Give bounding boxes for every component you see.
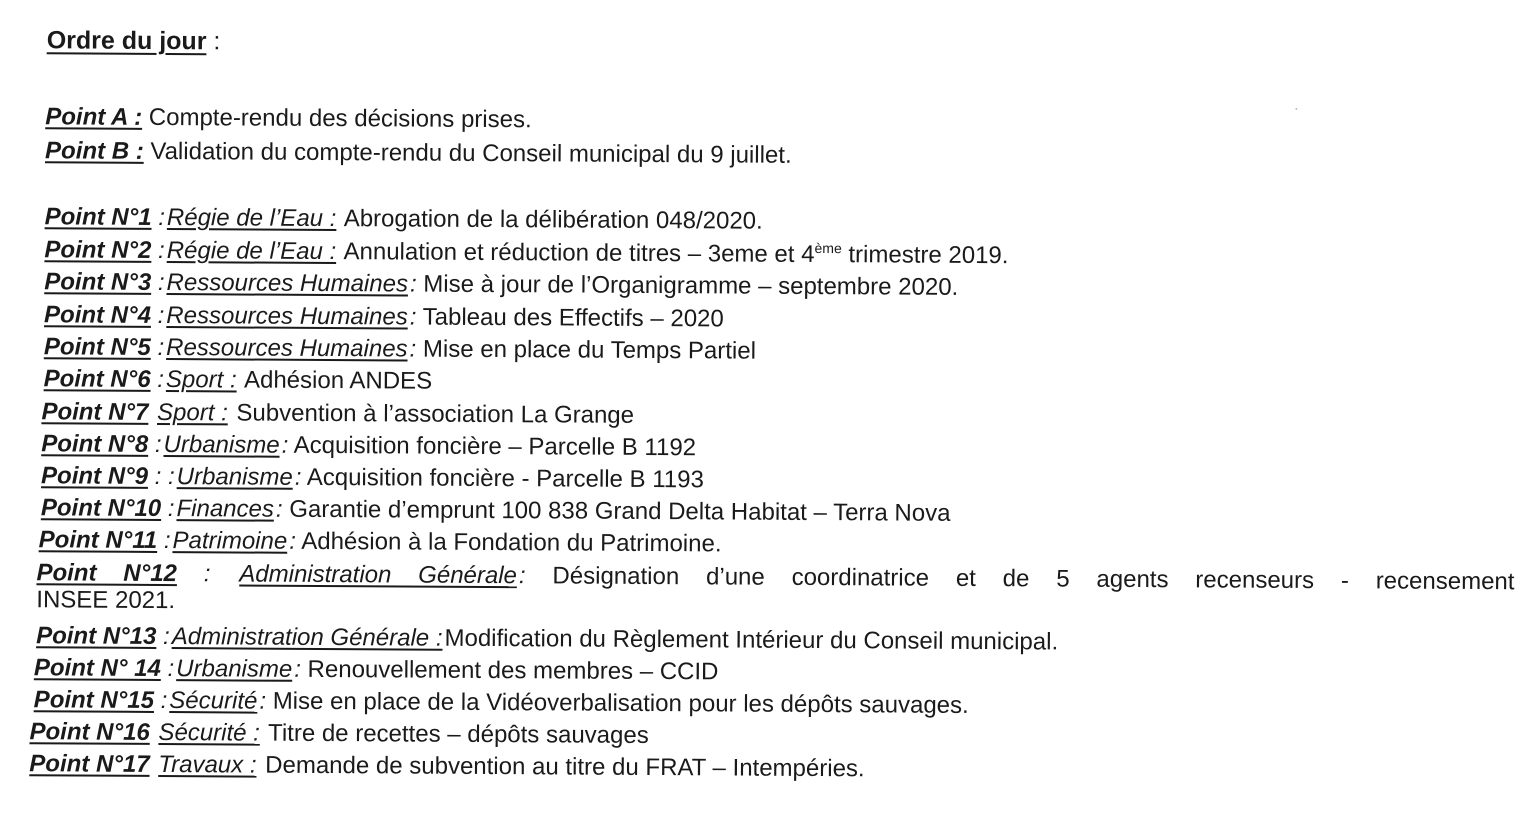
item-separator: : <box>162 623 170 651</box>
item-topic: Ressources Humaines <box>166 334 408 363</box>
item-separator: : : <box>154 462 175 491</box>
item-text: Modification du Règlement Intérieur du Conseil municipal. <box>444 624 1059 656</box>
agenda-item <box>45 203 763 235</box>
item-text: Renouvellement des membres – CCID <box>307 655 719 686</box>
item-label: Point N°2 <box>44 236 152 264</box>
item-separator: : <box>157 333 165 362</box>
item-label: Point N°1 <box>44 203 152 231</box>
item-topic: Urbanisme <box>176 655 293 683</box>
agenda-item <box>34 686 969 720</box>
item-topic: Patrimoine <box>172 527 288 555</box>
item-label: Point N°12 <box>36 559 178 588</box>
item-separator: : <box>289 527 297 555</box>
item-text: Mise en place du Temps Partiel <box>422 335 757 365</box>
item-text: Mise en place de la Vidéoverbalisation pour les dépôts sauvages. <box>272 687 969 719</box>
agenda-title: Ordre du jour <box>46 26 207 56</box>
item-label: Point N°11 <box>38 526 158 554</box>
item-label: Point N°7 <box>41 398 149 426</box>
item-text: Adhésion à la Fondation du Patrimoine. <box>301 527 722 558</box>
item-separator: : <box>157 268 165 297</box>
item-topic: Sécurité : <box>158 718 260 747</box>
agenda-item <box>41 494 951 528</box>
item-text: Désignation d’une coordinatrice et de 5 agents recenseurs - recensement <box>552 562 1515 596</box>
item-separator: : <box>275 495 283 523</box>
agenda-item <box>44 268 958 302</box>
item-separator: : <box>409 335 417 363</box>
item-separator: : <box>409 303 417 331</box>
item-label: Point N°4 <box>43 301 152 329</box>
item-separator: : <box>157 365 165 394</box>
item-label: Point N°10 <box>40 494 162 522</box>
agenda-item <box>29 718 648 750</box>
item-separator: : <box>163 527 171 555</box>
item-separator: : <box>158 203 166 232</box>
agenda-item <box>44 365 433 395</box>
agenda-item <box>44 301 724 333</box>
point-a-label: Point A : <box>45 103 143 131</box>
item-topic: Ressources Humaines <box>166 302 408 331</box>
item-text: Abrogation de la délibération 048/2020. <box>343 205 763 235</box>
item-separator: : <box>157 236 165 265</box>
item-topic: Régie de l’Eau : <box>166 237 337 266</box>
item-label: Point N°17 <box>29 750 150 778</box>
item-separator: : <box>294 655 302 683</box>
item-label: Point N° 14 <box>33 654 161 682</box>
point-b-line <box>45 137 792 170</box>
item-separator: : <box>154 430 162 458</box>
agenda-item <box>36 622 1058 656</box>
item-separator: : <box>518 562 526 590</box>
agenda-item <box>41 462 704 494</box>
item-topic: Régie de l’Eau : <box>166 204 337 233</box>
item-topic: Sport : <box>157 398 228 427</box>
item-text: Annulation et réduction de titres – 3eme et 4ème trimestre 2019. <box>343 238 1009 270</box>
item-separator: : <box>259 687 267 715</box>
item-separator: : <box>157 301 165 330</box>
item-label: Point N°13 <box>36 622 157 650</box>
point-b-text: Validation du compte-rendu du Conseil municipal du 9 juillet. <box>150 137 792 169</box>
item-text: Acquisition foncière - Parcelle B 1193 <box>306 463 704 494</box>
item-topic: Urbanisme <box>176 463 293 491</box>
agenda-title-colon: : <box>213 27 221 56</box>
item-label: Point N°16 <box>29 718 150 746</box>
scan-speck <box>1295 108 1297 110</box>
agenda-item <box>34 654 719 686</box>
item-superscript: ème <box>814 239 842 257</box>
point-b-label: Point B : <box>44 137 144 165</box>
item-separator: : <box>167 495 175 523</box>
agenda-heading <box>47 26 221 56</box>
item-label: Point N°15 <box>33 686 155 714</box>
item-label: Point N°3 <box>44 268 152 296</box>
item-text: Acquisition foncière – Parcelle B 1192 <box>293 431 697 462</box>
agenda-item <box>44 236 1008 270</box>
point-a-text: Compte-rendu des décisions prises. <box>148 103 532 134</box>
item-topic: Administration Générale : <box>171 623 443 652</box>
item-text: Subvention à l’association La Grange <box>236 399 635 429</box>
agenda-item <box>39 526 722 558</box>
item-topic: Sécurité <box>169 687 258 715</box>
item-text: Titre de recettes – dépôts sauvages <box>268 719 649 749</box>
item-text: Garantie d’emprunt 100 838 Grand Delta Habitat – Terra Nova <box>289 495 951 527</box>
item-text: Mise à jour de l’Organigramme – septembre 2020. <box>423 270 959 301</box>
item-topic: Administration Générale <box>239 560 518 590</box>
point-a-line <box>45 103 532 134</box>
item-text: Demande de subvention au titre du FRAT – Intempéries. <box>265 751 865 783</box>
agenda-item-continuation <box>36 586 175 615</box>
agenda-item <box>29 750 864 783</box>
item-separator: : <box>409 270 417 298</box>
item-text: Tableau des Effectifs – 2020 <box>422 303 724 333</box>
item-topic: Travaux : <box>158 750 257 779</box>
agenda-item <box>41 430 696 462</box>
item-topic: Finances <box>176 495 274 523</box>
item-label: Point N°9 <box>41 462 149 490</box>
item-text-continuation: INSEE 2021. <box>36 586 176 615</box>
item-label: Point N°6 <box>43 365 151 393</box>
item-separator: : <box>294 463 302 491</box>
item-separator: : <box>203 560 211 588</box>
item-topic: Ressources Humaines <box>166 269 409 298</box>
agenda-item <box>36 559 1514 596</box>
item-topic: Urbanisme <box>163 431 280 459</box>
item-separator: : <box>281 431 289 459</box>
item-text: Adhésion ANDES <box>243 366 433 395</box>
item-label: Point N°8 <box>41 430 149 458</box>
item-label: Point N°5 <box>43 333 151 361</box>
item-separator: : <box>160 686 168 715</box>
item-topic: Sport : <box>165 366 237 394</box>
agenda-item <box>41 398 634 430</box>
item-separator: : <box>167 655 175 683</box>
agenda-item <box>44 333 756 365</box>
